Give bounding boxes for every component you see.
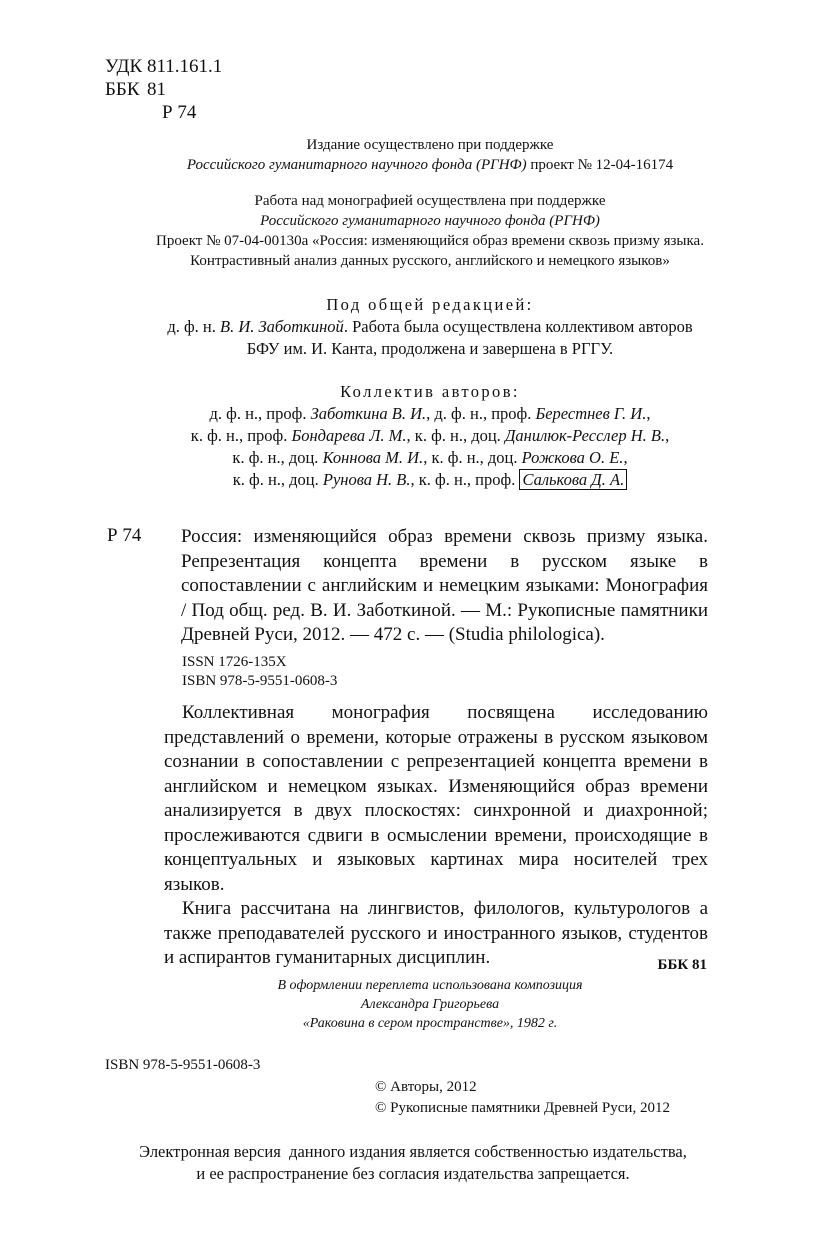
author-name: Заботкина В. И. bbox=[310, 404, 427, 423]
support-line: Контрастивный анализ данных русского, английского и немецкого языков» bbox=[190, 253, 670, 269]
catalog-mark: Р 74 bbox=[107, 525, 142, 546]
copyright-line: © Рукописные памятники Древней Руси, 2012 bbox=[375, 1100, 670, 1116]
author-title: д. ф. н., проф. bbox=[209, 404, 311, 423]
support-note-2 bbox=[80, 191, 780, 271]
copyright-line: © Авторы, 2012 bbox=[375, 1079, 477, 1095]
support-line: Издание осуществлено при поддержке bbox=[306, 137, 554, 153]
author-name: Берестнев Г. И. bbox=[535, 404, 647, 423]
identifiers bbox=[182, 653, 337, 691]
support-note-1 bbox=[130, 135, 730, 175]
support-line: Работа над монографией осуществлена при поддержке bbox=[254, 193, 606, 209]
author-mark: Р 74 bbox=[162, 102, 197, 123]
author-name: Данилюк-Ресслер Н. В. bbox=[504, 426, 666, 445]
editor-block bbox=[80, 294, 780, 360]
author-name: Рожкова О. Е. bbox=[521, 448, 624, 467]
abstract-paragraph: Книга рассчитана на лингвистов, филологов, культурологов а также преподавателей русского и иностранного языков, студентов и аспирантов гуманитарных дисциплин. bbox=[164, 898, 708, 968]
isbn-bottom: ISBN 978-5-9551-0608-3 bbox=[105, 1057, 261, 1073]
author-title: к. ф. н., доц. bbox=[414, 426, 505, 445]
notice-line: Электронная версия данного издания является собственностью издательства, bbox=[139, 1142, 687, 1161]
authors-line: к. ф. н., доц. Коннова М. И., к. ф. н., доц. Рожкова О. Е., bbox=[232, 448, 628, 467]
editor-text: . Работа была осуществлена коллективом авторов bbox=[343, 317, 693, 336]
rights-notice bbox=[40, 1141, 786, 1185]
author-title: к. ф. н., проф. bbox=[418, 470, 520, 489]
classification-codes bbox=[105, 55, 222, 124]
cover-note bbox=[130, 976, 730, 1033]
bbk-value: 81 bbox=[147, 79, 166, 100]
author-title: к. ф. н., проф. bbox=[190, 426, 292, 445]
editor-heading: Под общей редакцией: bbox=[326, 295, 534, 314]
editor-name: В. И. Заботкиной bbox=[219, 317, 344, 336]
author-title: к. ф. н., доц. bbox=[232, 470, 323, 489]
author-name-highlighted: Салькова Д. А. bbox=[519, 469, 627, 490]
author-title: к. ф. н., доц. bbox=[232, 448, 323, 467]
authors-line: к. ф. н., проф. Бондарева Л. М., к. ф. н., доц. Данилюк-Ресслер Н. В., bbox=[190, 426, 670, 445]
author-name: Бондарева Л. М. bbox=[291, 426, 407, 445]
cover-note-line: «Раковина в сером пространстве», 1982 г. bbox=[302, 1016, 558, 1031]
fund-name: Российского гуманитарного научного фонда (РГНФ) bbox=[186, 157, 527, 173]
catalog-description: Россия: изменяющийся образ времени сквозь призму языка. Репрезентация концепта времени в русском языке в сопоставлении с английским и немецким языками: Монография / Под общ. ред. В. И. Заботкиной. — М.: Рукописные памятники Древней Руси, 2012. — 472 с. — (Studia philologica). bbox=[181, 526, 708, 645]
authors-heading: Коллектив авторов: bbox=[340, 382, 520, 401]
support-line: Проект № 07-04-00130а «Россия: изменяющийся образ времени сквозь призму языка. bbox=[156, 233, 704, 249]
authors-line: д. ф. н., проф. Заботкина В. И., д. ф. н., проф. Берестнев Г. И., bbox=[209, 404, 651, 423]
author-name: Рунова Н. В. bbox=[322, 470, 411, 489]
bbk-footer: ББК 81 bbox=[657, 957, 707, 973]
cover-note-line: Александра Григорьева bbox=[360, 997, 500, 1012]
authors-block bbox=[80, 381, 780, 491]
authors-line: к. ф. н., доц. Рунова Н. В., к. ф. н., проф. Салькова Д. А. bbox=[80, 469, 780, 491]
notice-line: и ее распространение без согласия издательства запрещается. bbox=[196, 1164, 630, 1183]
author-title: к. ф. н., доц. bbox=[431, 448, 522, 467]
udk-label: УДК bbox=[105, 56, 143, 77]
editor-text: БФУ им. И. Канта, продолжена и завершена в РГГУ. bbox=[246, 339, 614, 358]
abstract bbox=[164, 701, 708, 971]
author-name: Коннова М. И. bbox=[322, 448, 424, 467]
cover-note-line: В оформлении переплета использована композиция bbox=[277, 978, 583, 993]
isbn: ISBN 978-5-9551-0608-3 bbox=[182, 673, 338, 689]
copyright bbox=[375, 1077, 670, 1119]
support-line bbox=[130, 155, 730, 175]
degree: д. ф. н. bbox=[167, 317, 220, 336]
issn: ISSN 1726-135X bbox=[182, 654, 287, 670]
abstract-paragraph: Коллективная монография посвящена исследованию представлений о времени, которые отражены в русском языковом сознании в сопоставлении с репрезентацией концепта времени в английском и немецком языках. Изменяющийся образ времени анализируется в двух плоскостях: синхронной и диахронной; прослеживаются сдвиги в осмыслении времени, происходящие в концептуальных и языковых картинах мира носителей трех языков. bbox=[164, 702, 708, 895]
author-title: д. ф. н., проф. bbox=[434, 404, 536, 423]
bbk-label: ББК bbox=[105, 79, 140, 100]
fund-name: Российского гуманитарного научного фонда (РГНФ) bbox=[260, 213, 600, 229]
udk-value: 811.161.1 bbox=[147, 56, 223, 77]
project-number: проект № 12-04-16174 bbox=[526, 157, 674, 173]
